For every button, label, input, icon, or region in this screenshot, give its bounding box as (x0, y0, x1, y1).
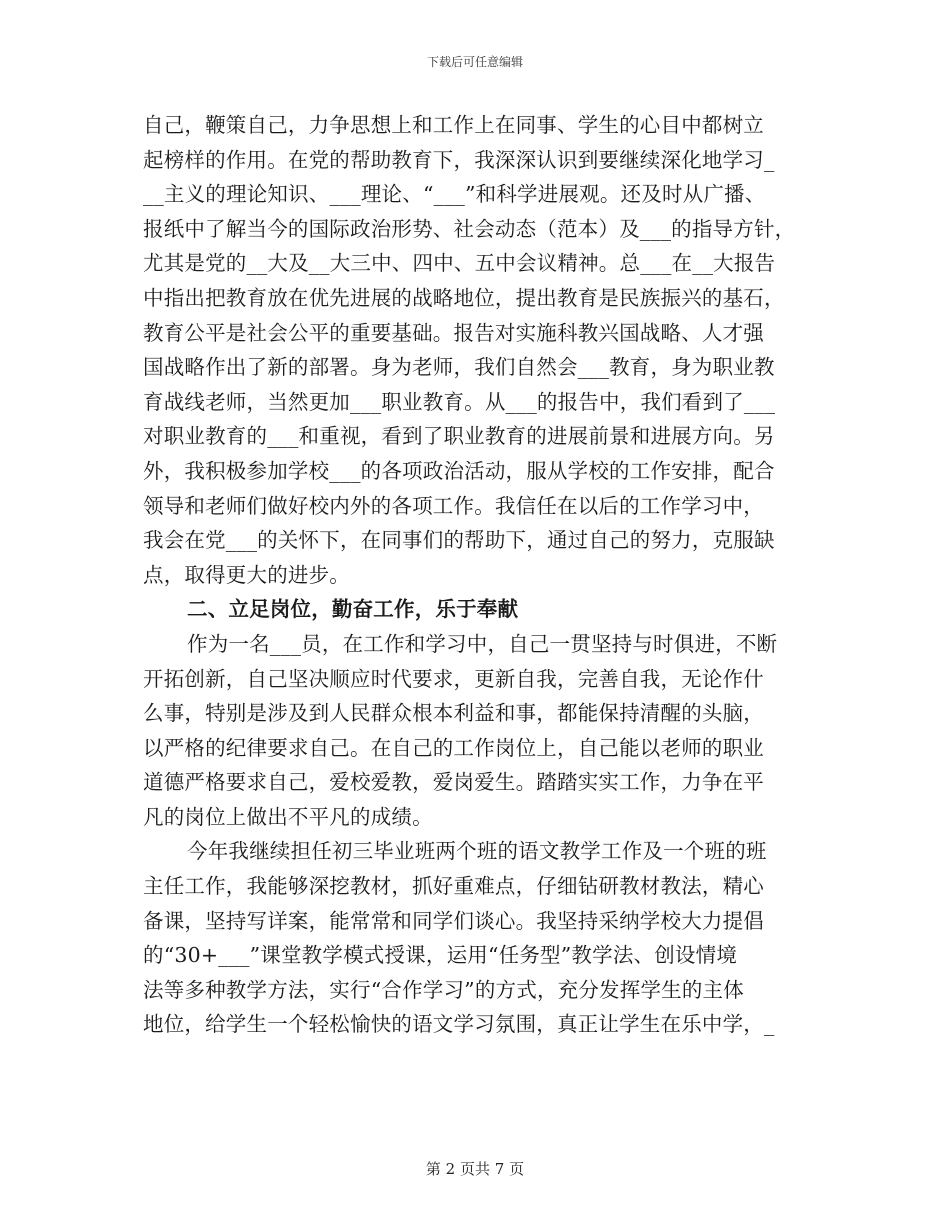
text-line: 育战线老师，当然更加___职业教育。从___的报告中，我们看到了___ (143, 389, 776, 414)
text-line: 作为一名___员，在工作和学习中，自己一贯坚持与时俱进，不断 (187, 631, 778, 656)
text-line: 开拓创新，自己坚决顺应时代要求，更新自我，完善自我，无论作什 (143, 666, 764, 691)
text-line: 法等多种教学方法，实行“合作学习”的方式，充分发挥学生的主体 (143, 977, 744, 1002)
text-line: __主义的理论知识、___理论、“___”和科学进展观。还及时从广播、 (143, 182, 766, 207)
text-line: 报纸中了解当今的国际政治形势、社会动态（范本）及___的指导方针， (143, 216, 796, 241)
text-line: 国战略作出了新的部署。身为老师，我们自然会___教育，身为职业教 (143, 355, 775, 380)
document-body (143, 108, 808, 1042)
paragraph-2 (143, 627, 808, 835)
text-line: 外，我积极参加学校___的各项政治活动，服从学校的工作安排，配合 (143, 458, 775, 483)
text-line: 中指出把教育放在优先进展的战略地位，提出教育是民族振兴的基石， (143, 285, 785, 310)
text-line: 教育公平是社会公平的重要基础。报告对实施科教兴国战略、人才强 (143, 320, 764, 345)
text-line: 备课，坚持写详案，能常常和同学们谈心。我坚持采纳学校大力提倡 (143, 908, 764, 933)
text-line: 点，取得更大的进步。 (143, 562, 350, 587)
paragraph-1 (143, 108, 808, 592)
text-line: 的“30+___”课堂教学模式授课，运用“任务型”教学法、创设情境 (143, 943, 738, 968)
paragraph-3 (143, 834, 808, 1042)
text-line: 对职业教育的___和重视，看到了职业教育的进展前景和进展方向。另 (143, 424, 775, 449)
text-line: 起榜样的作用。在党的帮助教育下，我深深认识到要继续深化地学习_ (143, 147, 775, 172)
text-line: 尤其是党的__大及__大三中、四中、五中会议精神。总___在__大报告 (143, 251, 776, 276)
text-line: 么事，特别是涉及到人民群众根本利益和事，都能保持清醒的头脑， (143, 701, 764, 726)
page-header: 下载后可任意编辑 (426, 55, 523, 69)
text-line: 道德严格要求自己，爱校爱教，爱岗爱生。踏踏实实工作，力争在平 (143, 770, 764, 795)
page-number: 第 2 页共 7 页 (425, 1160, 525, 1178)
text-line: 领导和老师们做好校内外的各项工作。我信任在以后的工作学习中， (143, 493, 764, 518)
text-line: 地位，给学生一个轻松愉快的语文学习氛围，真正让学生在乐中学，_ (143, 1012, 775, 1037)
section-heading: 二、立足岗位，勤奋工作，乐于奉献 (187, 597, 519, 622)
text-line: 我会在党___的关怀下，在同事们的帮助下，通过自己的努力，克服缺 (143, 528, 775, 553)
text-line: 今年我继续担任初三毕业班两个班的语文教学工作及一个班的班 (187, 839, 767, 864)
text-line: 主任工作，我能够深挖教材，抓好重难点，仔细钻研教材教法，精心 (143, 874, 764, 899)
text-line: 自己，鞭策自己，力争思想上和工作上在同事、学生的心目中都树立 (143, 113, 764, 137)
text-line: 以严格的纪律要求自己。在自己的工作岗位上，自己能以老师的职业 (143, 735, 764, 760)
text-line: 凡的岗位上做出不平凡的成绩。 (143, 804, 433, 829)
